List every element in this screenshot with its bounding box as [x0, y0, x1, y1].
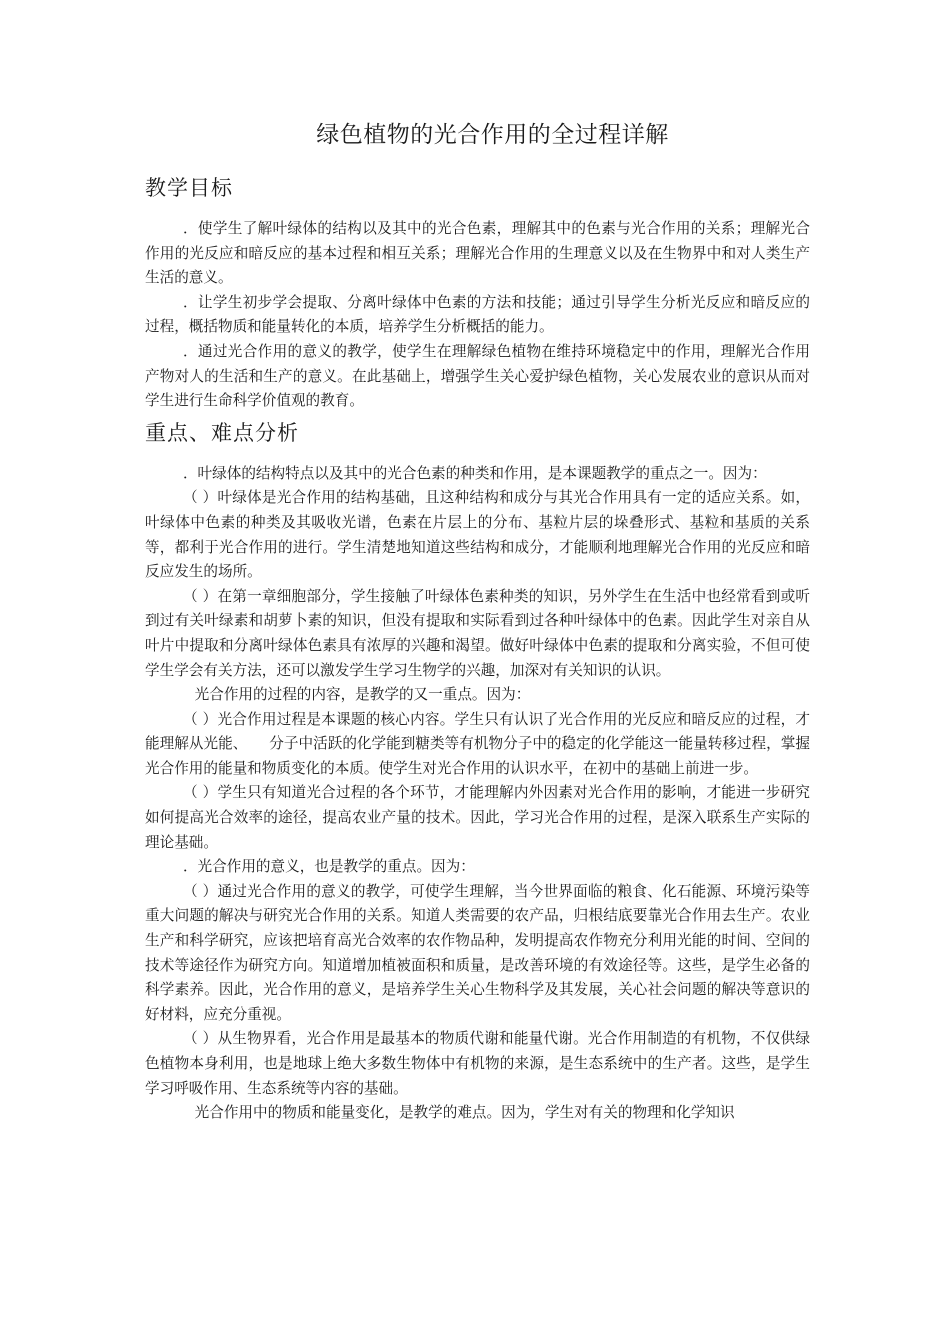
section-heading: 教学目标	[145, 176, 233, 200]
document-title: 绿色植物的光合作用的全过程详解	[316, 122, 669, 148]
paragraph: （ ）叶绿体是光合作用的结构基础，且这种结构和成分与其光合作用具有一定的适应关系。如，叶绿体中色素的种类及其吸收光谱，色素在片层上的分布、基粒片层的垛叠形式、基粒和基质的关系等，都利于光合作用的进行。学生清楚地知道这些结构和成分，才能顺利地理解光合作用的光反应和暗反应发生的场所。	[145, 489, 810, 581]
paragraph: （ ）光合作用过程是本课题的核心内容。学生只有认识了光合作用的光反应和暗反应的过程，才能理解从光能、 分子中活跃的化学能到糖类等有机物分子中的稳定的化学能这一能量转移过程，掌握光合作用的能量和物质变化的本质。使学生对光合作用的认识水平，在初中的基础上前进一步。	[145, 710, 810, 777]
paragraph: （ ）通过光合作用的意义的教学，可使学生理解，当今世界面临的粮食、化石能源、环境污染等重大问题的解决与研究光合作用的关系。知道人类需要的农产品，归根结底要靠光合作用去生产。农业生产和科学研究，应该把培育高光合效率的农作物品种，发明提高农作物充分利用光能的时间、空间的技术等途径作为研究方向。知道增加植被面积和质量，是改善环境的有效途径等。这些，是学生必备的科学素养。因此，光合作用的意义，是培养学生关心生物科学及其发展，关心社会问题的解决等意识的好材料，应充分重视。	[145, 882, 810, 1023]
section-key-points	[145, 416, 810, 1126]
paragraph: （ ）学生只有知道光合过程的各个环节，才能理解内外因素对光合作用的影响，才能进一步研究如何提高光合效率的途径，提高农业产量的技术。因此，学习光合作用的过程，是深入联系生产实际的理论基础。	[145, 784, 810, 851]
section-heading: 重点、难点分析	[145, 420, 299, 445]
section-teaching-goals	[145, 171, 810, 414]
paragraph: （ ）从生物界看，光合作用是最基本的物质代谢和能量代谢。光合作用制造的有机物，不仅供绿色植物本身利用，也是地球上绝大多数生物体中有机物的来源，是生态系统中的生产者。这些，是学生学习呼吸作用、生态系统等内容的基础。	[145, 1030, 810, 1097]
paragraph: ．让学生初步学会提取、分离叶绿体中色素的方法和技能；通过引导学生分析光反应和暗反应的过程，概括物质和能量转化的本质，培养学生分析概括的能力。	[145, 293, 810, 336]
document-page	[145, 115, 810, 1128]
paragraph: ．光合作用的意义，也是教学的重点。因为：	[182, 858, 475, 876]
paragraph: （ ）在第一章细胞部分，学生接触了叶绿体色素种类的知识，另外学生在生活中也经常看到或听到过有关叶绿素和胡萝卜素的知识，但没有提取和实际看到过各种叶绿体中的色素。因此学生对亲自从叶片中提取和分离叶绿体色素具有浓厚的兴趣和渴望。做好叶绿体中色素的提取和分离实验，不但可使学生学会有关方法，还可以激发学生学习生物学的兴趣，加深对有关知识的认识。	[145, 587, 810, 679]
paragraph: ．使学生了解叶绿体的结构以及其中的光合色素，理解其中的色素与光合作用的关系；理解光合作用的光反应和暗反应的基本过程和相互关系；理解光合作用的生理意义以及在生物界中和对人类生产生活的意义。	[145, 220, 810, 287]
paragraph: 光合作用中的物质和能量变化，是教学的难点。因为，学生对有关的物理和化学知识	[194, 1104, 735, 1122]
paragraph: ．通过光合作用的意义的教学，使学生在理解绿色植物在维持环境稳定中的作用，理解光合作用产物对人的生活和生产的意义。在此基础上，增强学生关心爱护绿色植物，关心发展农业的意识从而对学生进行生命科学价值观的教育。	[145, 342, 810, 410]
paragraph: ．叶绿体的结构特点以及其中的光合色素的种类和作用，是本课题教学的重点之一。因为：	[182, 464, 767, 482]
paragraph: 光合作用的过程的内容，是教学的又一重点。因为：	[194, 686, 531, 704]
